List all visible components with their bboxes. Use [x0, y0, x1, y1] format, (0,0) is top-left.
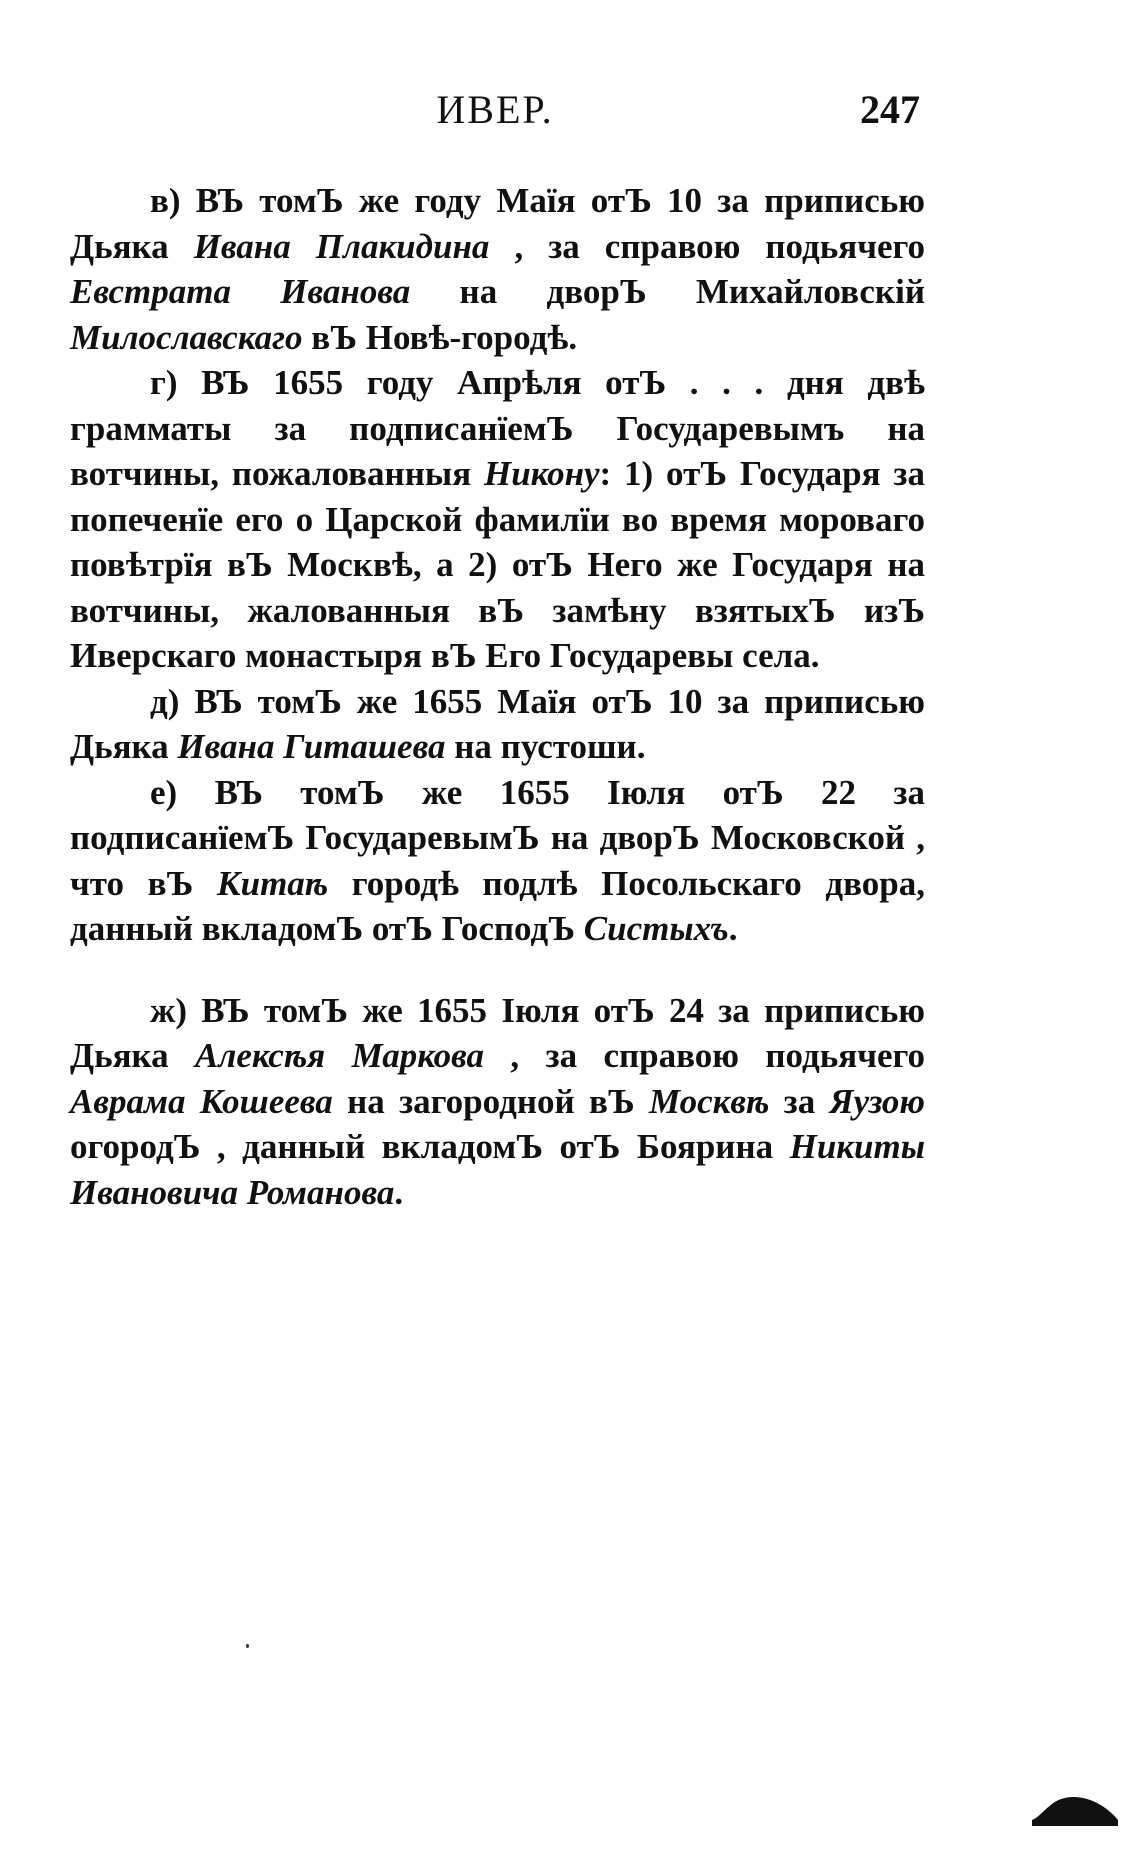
entry-g — [70, 360, 925, 679]
entry-text: : 1) отЪ Государя за попеченїе его о Царской фамилїи во время мороваго повѣтрїя вЪ Москвѣ, а 2) отЪ Него же Государя на вотчины, жалованныя вЪ замѣну взятыхЪ изЪ Иверскаго монастыря вЪ Его Государевы села. — [70, 454, 925, 675]
entry-v — [70, 178, 925, 360]
entry-text: на загородной вЪ — [332, 1081, 649, 1121]
entry-text: д) ВЪ томЪ же 1655 Маїя отЪ 10 за приписью Дьяка — [70, 681, 925, 766]
entry-d — [70, 679, 925, 770]
place-name: Китаѣ — [216, 863, 329, 903]
entry-text: е) ВЪ томЪ же 1655 Іюля отЪ 22 за подписанїемЪ ГосударевымЪ на дворЪ Московской , что вЪ — [70, 772, 925, 903]
printers-ornament-icon — [1030, 1786, 1120, 1828]
entry-e — [70, 770, 925, 952]
entry-text: на дворЪ Михайловскій — [410, 272, 925, 311]
page-header — [70, 86, 920, 142]
person-name: Милославскаго — [70, 317, 303, 357]
person-name: Систыхъ — [583, 909, 729, 948]
entry-text: , за справою подьячего — [489, 226, 925, 266]
person-name: Аврама Кошеева — [70, 1081, 333, 1121]
running-head: ИВЕР. — [436, 87, 554, 132]
entry-text: . — [728, 909, 738, 948]
entry-text: ж) ВЪ томЪ же 1655 Іюля отЪ 24 за приписью Дьяка — [70, 990, 925, 1075]
ink-speck — [246, 1644, 249, 1648]
entry-text: г) ВЪ 1655 году Апрѣля отЪ . . . дня двѣ грамматы за подписанїемЪ Государевымъ на вотчины, пожалованныя — [70, 363, 925, 493]
body-text — [70, 178, 925, 1215]
entry-zh — [70, 988, 925, 1216]
person-name: Ивана Гиташева — [177, 727, 446, 766]
entry-text: вЪ Новѣ-городѣ. — [302, 317, 578, 357]
entry-text: . — [394, 1172, 404, 1212]
person-name: Никиты Ивановича Романова — [70, 1127, 925, 1212]
entry-text: на пустоши. — [445, 727, 646, 766]
place-name: Москвѣ — [648, 1081, 770, 1121]
person-name: Алексѣя Маркова — [195, 1036, 485, 1075]
person-name: Никону — [483, 454, 600, 493]
entry-text: за — [769, 1081, 830, 1121]
entry-text: в) ВЪ томЪ же году Маїя отЪ 10 за приписью Дьяка — [70, 181, 925, 266]
person-name: Евстрата Иванова — [70, 272, 411, 311]
entry-text: огородЪ , данный вкладомЪ отЪ Боярина — [70, 1127, 790, 1166]
place-name: Яузою — [829, 1081, 925, 1121]
entry-text: , за справою подьячего — [484, 1036, 925, 1075]
person-name: Ивана Плакидина — [193, 226, 490, 266]
entry-text: городѣ подлѣ Посольскаго двора, данный вкладомЪ отЪ ГосподЪ — [70, 863, 925, 948]
page-number: 247 — [860, 87, 920, 132]
